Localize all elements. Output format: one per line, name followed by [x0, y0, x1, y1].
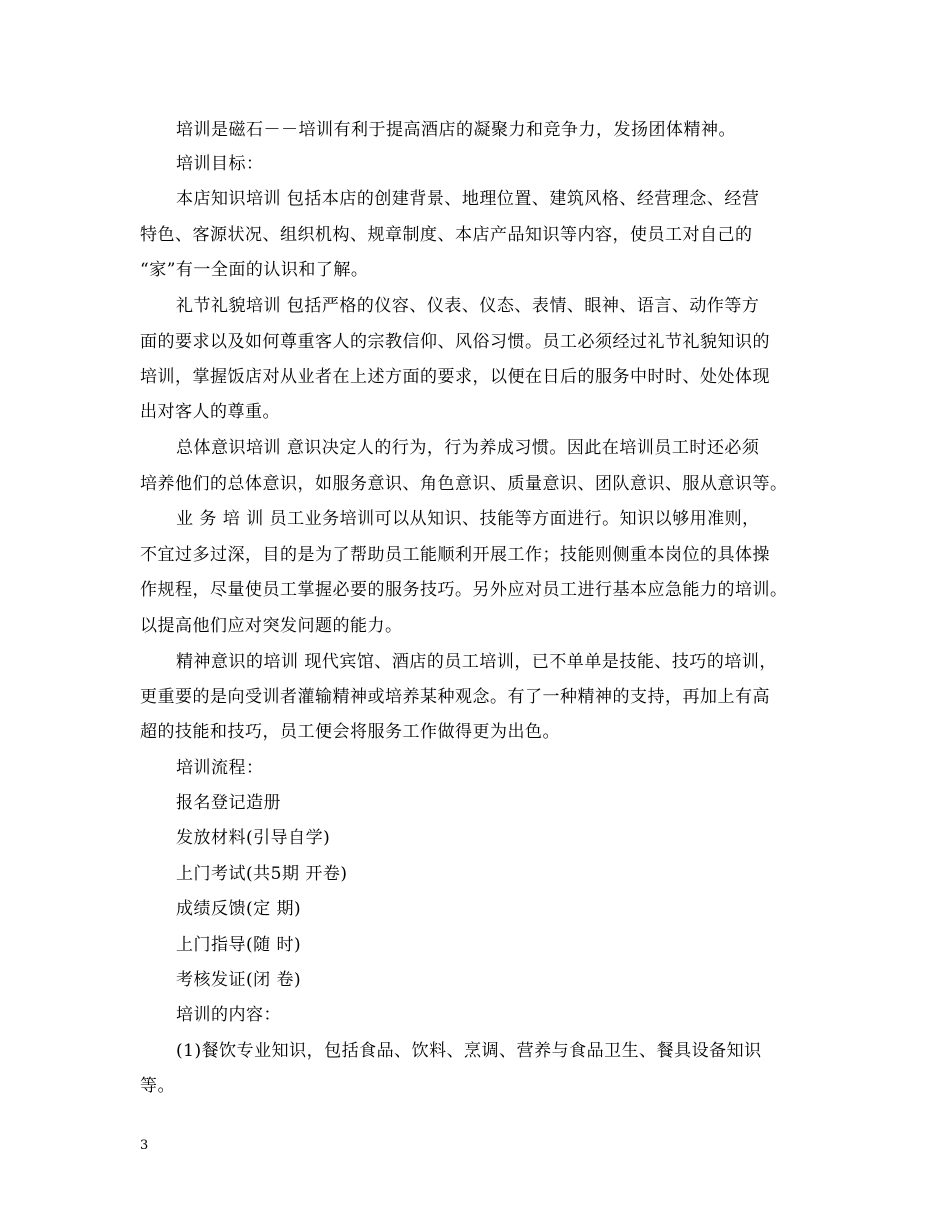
- section-heading: 培训流程：: [176, 758, 264, 778]
- paragraph-line: 业 务 培 训 员工业务培训可以从知识、技能等方面进行。知识以够用准则，: [176, 509, 760, 529]
- paragraph-line: 精神意识的培训 现代宾馆、酒店的员工培训，已不单单是技能、技巧的培训，: [176, 652, 777, 672]
- list-item: 上门考试(共5期 开卷): [176, 864, 348, 884]
- list-item: 上门指导(随 时): [176, 935, 302, 955]
- paragraph-line: 特色、客源状况、组织机构、规章制度、本店产品知识等内容，使员工对自己的: [140, 225, 753, 245]
- paragraph-line: 出对客人的尊重。: [140, 402, 280, 422]
- list-item: 发放材料(引导自学): [176, 828, 331, 848]
- paragraph-line: “家”有一全面的认识和了解。: [140, 260, 369, 280]
- paragraph-line: 不宜过多过深，目的是为了帮助员工能顺利开展工作；技能则侧重本岗位的具体操: [140, 545, 770, 565]
- paragraph-line: 礼节礼貌培训 包括严格的仪容、仪表、仪态、表情、眼神、语言、动作等方: [176, 296, 760, 316]
- paragraph-line: 本店知识培训 包括本店的创建背景、地理位置、建筑风格、经营理念、经营: [176, 189, 760, 209]
- paragraph-line: 培训，掌握饭店对从业者在上述方面的要求，以便在日后的服务中时时、处处体现: [140, 367, 770, 387]
- paragraph-line: 培训是磁石－－培训有利于提高酒店的凝聚力和竞争力，发扬团体精神。: [176, 120, 736, 140]
- paragraph-line: 等。: [140, 1076, 175, 1096]
- paragraph-line: 以提高他们应对突发问题的能力。: [140, 616, 403, 636]
- paragraph-line: 面的要求以及如何尊重客人的宗教信仰、风俗习惯。员工必须经过礼节礼貌知识的: [140, 332, 770, 352]
- section-heading: 培训目标：: [176, 154, 264, 174]
- list-item: 考核发证(闭 卷): [176, 970, 302, 990]
- paragraph-line: 超的技能和技巧，员工便会将服务工作做得更为出色。: [140, 722, 560, 742]
- list-item: 报名登记造册: [176, 793, 281, 813]
- list-item: 成绩反馈(定 期): [176, 899, 302, 919]
- page-number: 3: [140, 1138, 149, 1153]
- section-heading: 培训的内容：: [176, 1005, 281, 1025]
- paragraph-line: 作规程，尽量使员工掌握必要的服务技巧。另外应对员工进行基本应急能力的培训。: [140, 580, 788, 600]
- paragraph-line: (1)餐饮专业知识，包括食品、饮料、烹调、营养与食品卫生、餐具设备知识: [176, 1041, 762, 1061]
- paragraph-line: 总体意识培训 意识决定人的行为，行为养成习惯。因此在培训员工时还必须: [176, 438, 760, 458]
- paragraph-line: 培养他们的总体意识，如服务意识、角色意识、质量意识、团队意识、服从意识等。: [140, 474, 788, 494]
- paragraph-line: 更重要的是向受训者灌输精神或培养某种观念。有了一种精神的支持，再加上有高: [140, 687, 770, 707]
